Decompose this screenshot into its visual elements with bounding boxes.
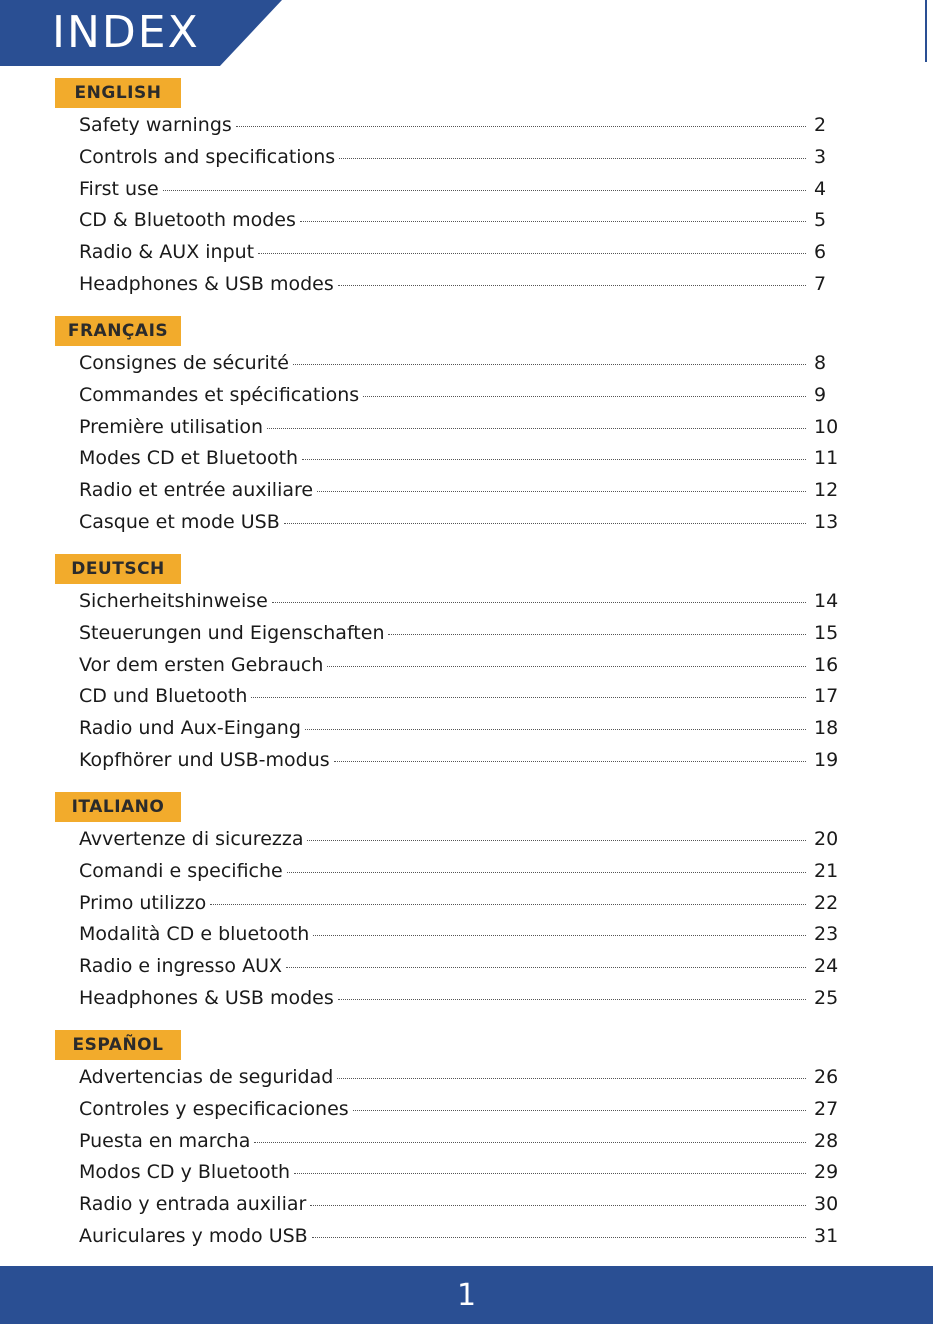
toc-entry-label: Radio & AUX input <box>79 241 255 264</box>
toc-entry[interactable] <box>79 749 844 781</box>
toc-entry[interactable] <box>79 146 844 178</box>
toc-entry[interactable] <box>79 654 844 686</box>
toc-entry[interactable] <box>79 1098 844 1130</box>
toc-entry-page: 27 <box>814 1097 839 1120</box>
toc-entry-label: Headphones & USB modes <box>79 272 334 295</box>
toc-entry[interactable] <box>79 241 844 273</box>
dot-leader <box>327 664 806 667</box>
toc-entry-page: 23 <box>814 923 839 946</box>
toc-entry-page: 28 <box>814 1129 839 1152</box>
toc-entry-page: 6 <box>814 241 827 264</box>
toc-entry-label: Auriculares y modo USB <box>79 1224 308 1247</box>
toc-entry-page: 22 <box>814 891 839 914</box>
toc-entry-page: 3 <box>814 145 827 168</box>
toc-entry-label: Kopfhörer und USB-modus <box>79 748 330 771</box>
dot-leader <box>302 457 806 460</box>
dot-leader <box>338 283 806 286</box>
toc-entry[interactable] <box>79 209 844 241</box>
toc-entry-label: Radio und Aux-Eingang <box>79 717 301 740</box>
toc-entry-label: Puesta en marcha <box>79 1129 251 1152</box>
toc-entry[interactable] <box>79 923 844 955</box>
toc-entry-page: 16 <box>814 653 839 676</box>
page-title: INDEX <box>52 7 200 58</box>
dot-leader <box>287 870 806 873</box>
toc-entry-label: Modos CD y Bluetooth <box>79 1161 291 1184</box>
dot-leader <box>258 251 806 254</box>
toc-entry[interactable] <box>79 352 844 384</box>
toc-list <box>79 828 844 1019</box>
toc-entry-label: CD & Bluetooth modes <box>79 209 296 232</box>
dot-leader <box>310 1203 806 1206</box>
toc-entry-page: 2 <box>814 114 827 136</box>
dot-leader <box>284 521 806 524</box>
toc-entry[interactable] <box>79 479 844 511</box>
toc-entry[interactable] <box>79 1225 844 1257</box>
toc-entry-page: 5 <box>814 209 827 232</box>
toc-entry-page: 26 <box>814 1066 839 1088</box>
toc-entry-page: 19 <box>814 748 839 771</box>
toc-entry-label: Consignes de sécurité <box>79 352 289 374</box>
toc-entry-label: Radio e ingresso AUX <box>79 955 283 978</box>
dot-leader <box>305 727 806 730</box>
toc-entry-label: Radio et entrée auxiliare <box>79 479 314 502</box>
footer-bar <box>0 1266 933 1324</box>
toc-entry[interactable] <box>79 1193 844 1225</box>
toc-entry[interactable] <box>79 987 844 1019</box>
toc-entry-page: 11 <box>814 447 839 470</box>
toc-entry-page: 29 <box>814 1161 839 1184</box>
toc-entry[interactable] <box>79 828 844 860</box>
toc-entry[interactable] <box>79 685 844 717</box>
dot-leader <box>251 695 806 698</box>
dot-leader <box>313 933 806 936</box>
toc-entry-page: 31 <box>814 1224 839 1247</box>
dot-leader <box>210 902 806 905</box>
toc-entry-page: 14 <box>814 590 839 612</box>
dot-leader <box>286 965 806 968</box>
dot-leader <box>353 1108 806 1111</box>
toc-entry-label: Modalità CD e bluetooth <box>79 923 310 946</box>
toc-entry[interactable] <box>79 717 844 749</box>
toc-entry-page: 12 <box>814 479 839 502</box>
toc-entry-page: 25 <box>814 986 839 1009</box>
toc-entry-label: Headphones & USB modes <box>79 986 334 1009</box>
toc-entry[interactable] <box>79 416 844 448</box>
edge-divider <box>925 0 927 62</box>
toc-entry-page: 9 <box>814 383 827 406</box>
toc-list <box>79 352 844 543</box>
toc-entry-label: Comandi e specifiche <box>79 859 283 882</box>
toc-entry-label: Sicherheitshinweise <box>79 590 268 612</box>
toc-entry-page: 8 <box>814 352 827 374</box>
dot-leader <box>338 997 806 1000</box>
toc-entry-label: CD und Bluetooth <box>79 685 248 708</box>
dot-leader <box>334 759 806 762</box>
dot-leader <box>300 219 806 222</box>
toc-list <box>79 1066 844 1257</box>
toc-entry-label: Steuerungen und Eigenschaften <box>79 621 385 644</box>
toc-entry-label: Controles y especificaciones <box>79 1097 349 1120</box>
dot-leader <box>339 156 806 159</box>
dot-leader <box>254 1140 806 1143</box>
language-tag: ENGLISH <box>55 78 181 108</box>
toc-entry[interactable] <box>79 860 844 892</box>
dot-leader <box>267 426 806 429</box>
dot-leader <box>236 124 806 127</box>
toc-entry[interactable] <box>79 114 844 146</box>
toc-entry-page: 4 <box>814 177 827 200</box>
dot-leader <box>307 838 806 841</box>
language-tag: ESPAÑOL <box>55 1030 181 1060</box>
toc-entry-page: 20 <box>814 828 839 850</box>
toc-entry-label: Modes CD et Bluetooth <box>79 447 299 470</box>
dot-leader <box>294 1171 806 1174</box>
toc-entry-label: Advertencias de seguridad <box>79 1066 334 1088</box>
toc-list <box>79 590 844 781</box>
footer-page-number: 1 <box>456 1277 477 1313</box>
toc-entry-label: Commandes et spécifications <box>79 383 360 406</box>
dot-leader <box>388 632 806 635</box>
dot-leader <box>337 1076 806 1079</box>
toc-entry-label: Première utilisation <box>79 415 264 438</box>
toc-entry-page: 30 <box>814 1193 839 1216</box>
toc-entry-page: 13 <box>814 510 839 533</box>
dot-leader <box>363 394 806 397</box>
dot-leader <box>272 600 806 603</box>
toc-entry[interactable] <box>79 447 844 479</box>
toc-entry[interactable] <box>79 955 844 987</box>
toc-entry-label: First use <box>79 177 159 200</box>
toc-entry-label: Casque et mode USB <box>79 510 280 533</box>
toc-entry-page: 21 <box>814 859 839 882</box>
language-tag: FRANÇAIS <box>55 316 181 346</box>
toc-entry[interactable] <box>79 622 844 654</box>
toc-entry-page: 10 <box>814 415 839 438</box>
toc-entry[interactable] <box>79 273 844 305</box>
toc-list <box>79 114 844 305</box>
toc-entry[interactable] <box>79 590 844 622</box>
toc-entry-label: Safety warnings <box>79 114 232 136</box>
toc-entry[interactable] <box>79 1161 844 1193</box>
toc-entry-label: Controls and specifications <box>79 145 336 168</box>
toc-entry[interactable] <box>79 384 844 416</box>
toc-entry-page: 15 <box>814 621 839 644</box>
toc-entry[interactable] <box>79 511 844 543</box>
dot-leader <box>312 1235 806 1238</box>
toc-entry-label: Avvertenze di sicurezza <box>79 828 304 850</box>
toc-entry[interactable] <box>79 1066 844 1098</box>
dot-leader <box>293 362 806 365</box>
toc-entry-label: Radio y entrada auxiliar <box>79 1193 307 1216</box>
toc-entry[interactable] <box>79 1130 844 1162</box>
toc-entry[interactable] <box>79 178 844 210</box>
toc-entry-page: 17 <box>814 685 839 708</box>
toc-entry-page: 24 <box>814 955 839 978</box>
dot-leader <box>317 489 806 492</box>
toc-entry-label: Vor dem ersten Gebrauch <box>79 653 324 676</box>
language-tag: DEUTSCH <box>55 554 181 584</box>
toc-entry-label: Primo utilizzo <box>79 891 207 914</box>
toc-entry[interactable] <box>79 892 844 924</box>
toc-entry-page: 18 <box>814 717 839 740</box>
language-tag: ITALIANO <box>55 792 181 822</box>
dot-leader <box>163 188 806 191</box>
toc-entry-page: 7 <box>814 272 827 295</box>
